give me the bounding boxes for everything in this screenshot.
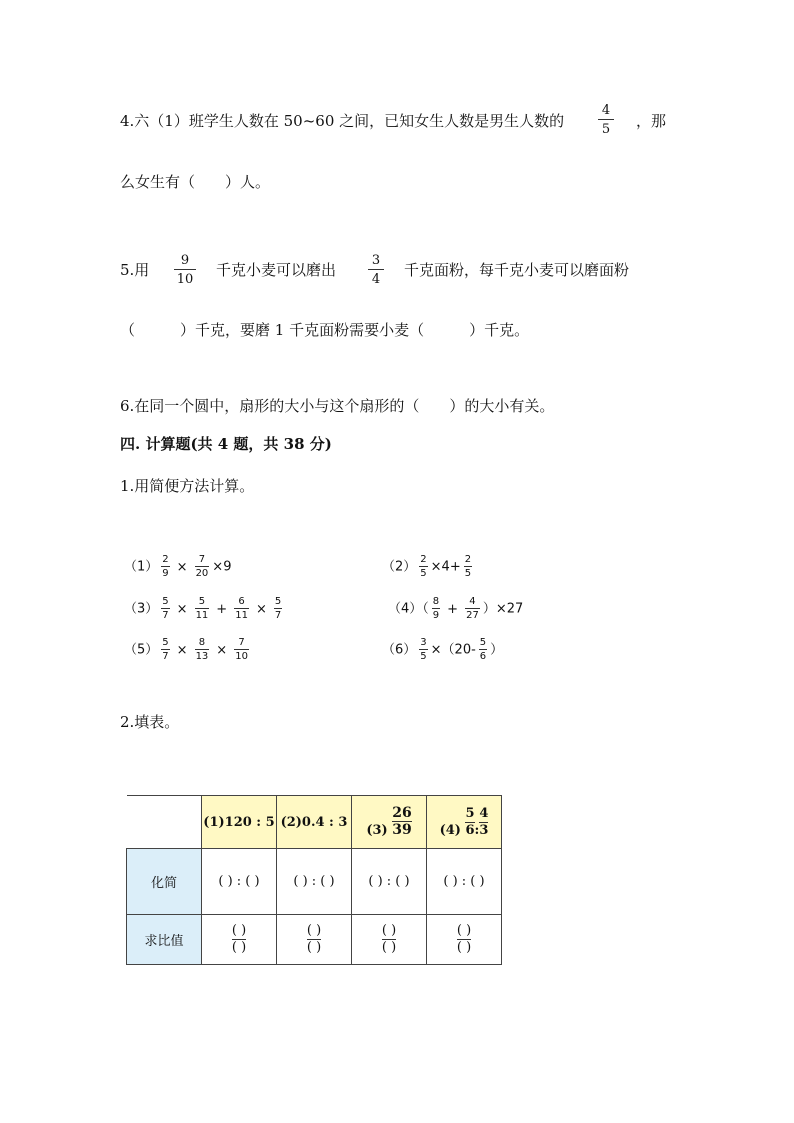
denominator: 10 <box>176 272 194 287</box>
fraction: $\frac{5}{7}$ <box>162 637 169 662</box>
table-corner <box>127 796 202 849</box>
numerator: 3 <box>371 253 381 268</box>
operator: + <box>216 601 228 617</box>
operator: × <box>176 642 188 658</box>
q6-text: 6.在同一个圆中，扇形的大小与这个扇形的（ ）的大小有关。 <box>120 397 555 415</box>
numerator: 4 <box>601 103 611 118</box>
q4-fraction <box>598 104 614 136</box>
fraction: $\frac{5}{6}$ <box>479 637 487 662</box>
q5-fraction-2 <box>368 254 384 286</box>
fraction: $\frac{8}{9}$ <box>432 596 440 621</box>
item-mid: ×4+ <box>430 559 461 575</box>
item-label: （5） <box>124 642 159 658</box>
answer-cell[interactable]: ( ) : ( ) <box>427 849 502 915</box>
fraction: $\frac{5}{11}$ <box>195 596 209 621</box>
operator: × <box>255 601 267 617</box>
item-label: （6） <box>382 642 417 658</box>
fraction: $\frac{3}{5}$ <box>420 637 427 662</box>
answer-cell[interactable]: ( ) ( ) <box>352 915 427 965</box>
answer-cell[interactable]: ( ) : ( ) <box>352 849 427 915</box>
fraction: $\frac{7}{20}$ <box>195 554 209 579</box>
fraction: $\frac{5}{7}$ <box>162 596 169 621</box>
row-label-ratio-value: 求比值 <box>127 915 202 965</box>
ratio-table <box>126 795 502 965</box>
item-tail: ×9 <box>212 559 232 575</box>
fraction: $\frac{6}{11}$ <box>235 596 248 621</box>
q4-line1 <box>120 111 564 131</box>
calc-item-5 <box>124 638 252 662</box>
fraction: $\frac{5}{7}$ <box>274 596 282 621</box>
item-tail: ）×27 <box>482 601 524 617</box>
operator: × <box>216 642 228 658</box>
fraction: $\frac{4}{27}$ <box>466 596 479 621</box>
q4-line2: 么女生有（ ）人。 <box>120 173 271 191</box>
answer-cell[interactable]: ( ) ( ) <box>277 915 352 965</box>
fraction: $\frac{7}{10}$ <box>235 637 248 662</box>
row-label-simplify: 化简 <box>127 849 202 915</box>
answer-cell[interactable]: ( ) ( ) <box>202 915 277 965</box>
fraction: $\frac{2}{5}$ <box>420 554 427 579</box>
table-header-3: $(3) \frac{26}{39}$ <box>352 796 427 849</box>
open-paren: （ <box>422 601 429 617</box>
item-tail: ） <box>490 642 504 658</box>
operator: × <box>176 559 188 575</box>
item-label: （4） <box>388 601 423 617</box>
answer-cell[interactable]: ( ) : ( ) <box>202 849 277 915</box>
calc-item-2 <box>382 555 475 579</box>
calc-item-6 <box>382 638 503 662</box>
q4-text: 4.六（1）班学生人数在 50~60 之间，已知女生人数是男生人数的 <box>120 112 565 130</box>
denominator: 5 <box>601 122 611 137</box>
q5-text-c: 千克面粉，每千克小麦可以磨面粉 <box>404 261 630 279</box>
item-mid: ×（20- <box>430 642 476 658</box>
numerator: 9 <box>180 253 190 268</box>
operator: × <box>176 601 188 617</box>
fraction: $\frac{2}{5}$ <box>464 554 472 579</box>
item-label: （3） <box>124 601 159 617</box>
q5-text-b: 千克小麦可以磨出 <box>216 261 337 279</box>
q5-fraction-1 <box>174 254 196 286</box>
fraction: $\frac{2}{9}$ <box>162 554 169 579</box>
item-label: （1） <box>124 559 159 575</box>
table-header-4: $(4) \frac{5}{6}:\frac{4}{3}$ <box>427 796 502 849</box>
calc-item-3 <box>124 597 285 621</box>
table-header-1: (1)120 : 5 <box>202 796 277 849</box>
section-heading: 四. 计算题(共 4 题，共 38 分) <box>120 435 332 453</box>
calc-item-1 <box>124 555 231 579</box>
table-question-title: 2.填表。 <box>120 713 180 731</box>
operator: + <box>447 601 459 617</box>
answer-cell[interactable]: ( ) : ( ) <box>277 849 352 915</box>
q5-line2: （ ）千克，要磨 1 千克面粉需要小麦（ ）千克。 <box>120 321 530 339</box>
table-header-2: (2)0.4 : 3 <box>277 796 352 849</box>
calc1-title: 1.用简便方法计算。 <box>120 477 255 495</box>
q5-text-a: 5.用 <box>120 261 150 279</box>
q4-text-after: ，那 <box>636 112 667 130</box>
calc-item-4 <box>388 597 523 621</box>
fraction: $\frac{8}{13}$ <box>195 637 209 662</box>
answer-cell[interactable]: ( ) ( ) <box>427 915 502 965</box>
item-label: （2） <box>382 559 417 575</box>
denominator: 4 <box>371 272 381 287</box>
